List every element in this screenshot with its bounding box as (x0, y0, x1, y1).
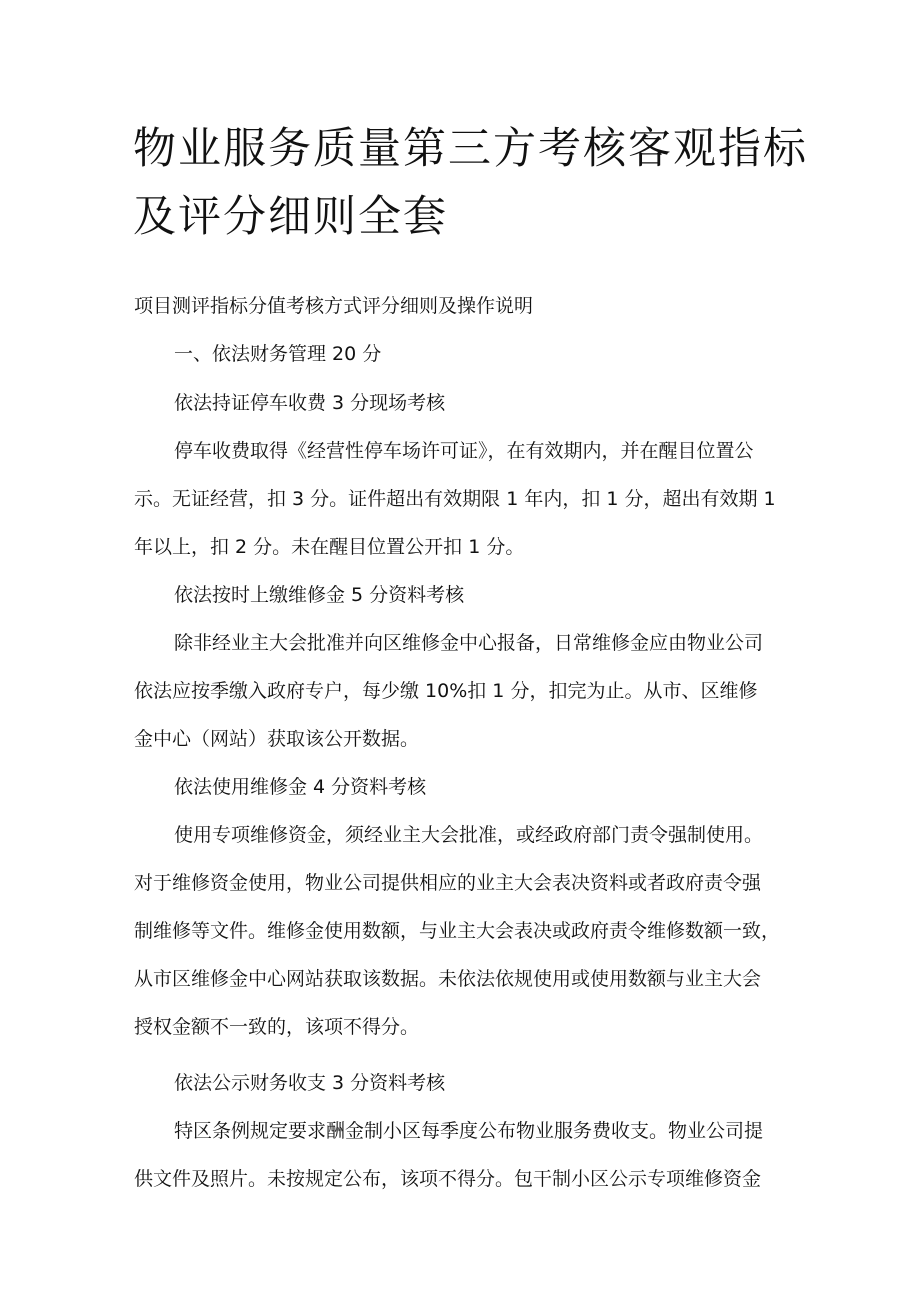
item-heading-maintenance-use: 依法使用维修金 4 分资料考核 (174, 776, 427, 798)
document-title-line-1: 物业服务质量第三方考核客观指标 (133, 124, 808, 174)
paragraph-line: 供文件及照片。未按规定公布，该项不得分。包干制小区公示专项维修资金 (134, 1168, 762, 1190)
header-row: 项目测评指标分值考核方式评分细则及操作说明 (134, 295, 534, 317)
paragraph-line: 使用专项维修资金，须经业主大会批准，或经政府部门责令强制使用。 (174, 824, 764, 846)
document-title-line-2: 及评分细则全套 (133, 192, 448, 242)
item-heading-maintenance-deposit: 依法按时上缴维修金 5 分资料考核 (174, 584, 465, 606)
item-heading-parking: 依法持证停车收费 3 分现场考核 (174, 392, 446, 414)
paragraph-line: 年以上，扣 2 分。未在醒目位置公开扣 1 分。 (134, 536, 525, 558)
paragraph-line: 除非经业主大会批准并向区维修金中心报备，日常维修金应由物业公司 (174, 632, 764, 654)
paragraph-line: 从市区维修金中心网站获取该数据。未依法依规使用或使用数额与业主大会 (134, 968, 762, 990)
item-heading-financial-disclosure: 依法公示财务收支 3 分资料考核 (174, 1072, 446, 1094)
paragraph-line: 依法应按季缴入政府专户，每少缴 10%扣 1 分，扣完为止。从市、区维修 (134, 680, 758, 702)
section-heading: 一、依法财务管理 20 分 (174, 343, 382, 365)
paragraph-line: 授权金额不一致的，该项不得分。 (134, 1016, 420, 1038)
paragraph-line: 特区条例规定要求酬金制小区每季度公布物业服务费收支。物业公司提 (174, 1120, 764, 1142)
paragraph-line: 对于维修资金使用，物业公司提供相应的业主大会表决资料或者政府责令强 (134, 872, 762, 894)
paragraph-line: 停车收费取得《经营性停车场许可证》，在有效期内，并在醒目位置公 (174, 440, 754, 462)
paragraph-line: 示。无证经营，扣 3 分。证件超出有效期限 1 年内，扣 1 分，超出有效期 1 (134, 488, 776, 510)
paragraph-line: 金中心（网站）获取该公开数据。 (134, 728, 420, 750)
paragraph-line: 制维修等文件。维修金使用数额，与业主大会表决或政府责令维修数额一致， (134, 920, 781, 942)
